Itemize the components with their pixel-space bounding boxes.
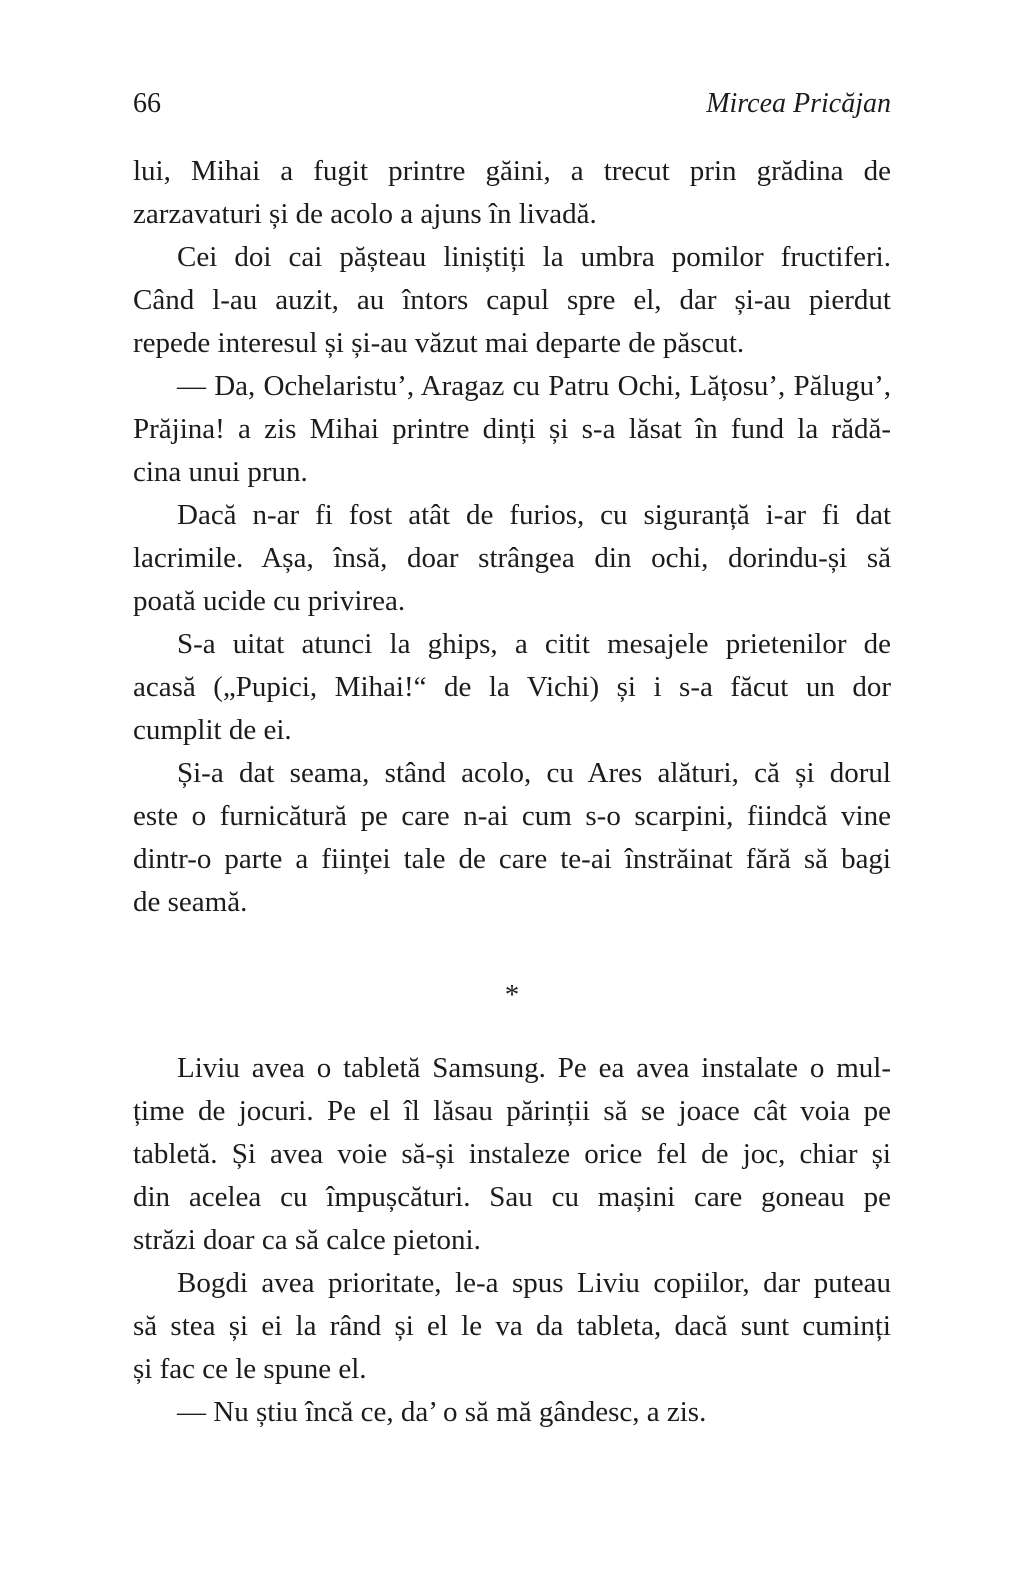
- text-line: — Da, Ochelaristu’, Aragaz cu Patru Ochi, Lățosu’, Pălugu’,: [177, 370, 891, 402]
- page-body-text: [133, 150, 891, 1434]
- text-line: zarzavaturi și de acolo a ajuns în livadă.: [133, 198, 597, 230]
- paragraph: [133, 365, 891, 494]
- text-line: țime de jocuri. Pe el îl lăsau părinții să se joace cât voia pe: [133, 1095, 891, 1127]
- text-line: Prăjina! a zis Mihai printre dinți și s-a lăsat în fund la rădă-: [133, 413, 891, 445]
- text-line: — Nu știu încă ce, da’ o să mă gândesc, a zis.: [177, 1396, 707, 1428]
- paragraph: [133, 236, 891, 365]
- text-line: cina unui prun.: [133, 456, 308, 488]
- page-header: [133, 86, 891, 122]
- paragraph: [133, 752, 891, 924]
- paragraph: [133, 623, 891, 752]
- text-line: Când l-au auzit, au întors capul spre el, dar și-au pierdut: [133, 284, 891, 316]
- paragraph: [133, 1262, 891, 1391]
- text-line: poată ucide cu privirea.: [133, 585, 406, 617]
- page-number: 66: [133, 88, 161, 119]
- text-line: Bogdi avea prioritate, le-a spus Liviu copiilor, dar puteau: [177, 1267, 891, 1299]
- text-line: S-a uitat atunci la ghips, a citit mesajele prietenilor de: [177, 628, 891, 660]
- paragraph: [133, 150, 891, 236]
- text-line: Și-a dat seama, stând acolo, cu Ares alături, că și dorul: [177, 757, 891, 789]
- text-line: de seamă.: [133, 886, 248, 918]
- text-line: din acelea cu împușcături. Sau cu mașini care goneau pe: [133, 1181, 891, 1213]
- text-line: Liviu avea o tabletă Samsung. Pe ea avea instalate o mul-: [177, 1052, 891, 1084]
- text-line: Dacă n-ar fi fost atât de furios, cu siguranță i-ar fi dat: [177, 499, 891, 531]
- text-line: acasă („Pupici, Mihai!“ de la Vichi) și i s-a făcut un dor: [133, 671, 891, 703]
- text-line: repede interesul și și-au văzut mai departe de păscut.: [133, 327, 745, 359]
- text-line: lui, Mihai a fugit printre găini, a trecut prin grădina de: [133, 155, 891, 187]
- paragraph: [133, 1047, 891, 1262]
- text-line: cumplit de ei.: [133, 714, 292, 746]
- text-line: tabletă. Și avea voie să-și instaleze orice fel de joc, chiar și: [133, 1138, 891, 1170]
- paragraph: [133, 1391, 891, 1434]
- text-line: străzi doar ca să calce pietoni.: [133, 1224, 481, 1256]
- running-head-author: Mircea Pricăjan: [706, 88, 891, 119]
- section-separator: *: [504, 979, 520, 1011]
- text-line: și fac ce le spune el.: [133, 1353, 367, 1385]
- text-line: Cei doi cai pășteau liniștiți la umbra pomilor fructiferi.: [177, 241, 891, 273]
- text-line: dintr-o parte a ființei tale de care te-ai înstrăinat fără să bagi: [133, 843, 891, 875]
- text-line: lacrimile. Așa, însă, doar strângea din ochi, dorindu-și să: [133, 542, 891, 574]
- paragraph: [133, 494, 891, 623]
- text-line: să stea și ei la rând și el le va da tableta, dacă sunt cuminți: [133, 1310, 891, 1342]
- text-line: este o furnicătură pe care n-ai cum s-o scarpini, fiindcă vine: [133, 800, 891, 832]
